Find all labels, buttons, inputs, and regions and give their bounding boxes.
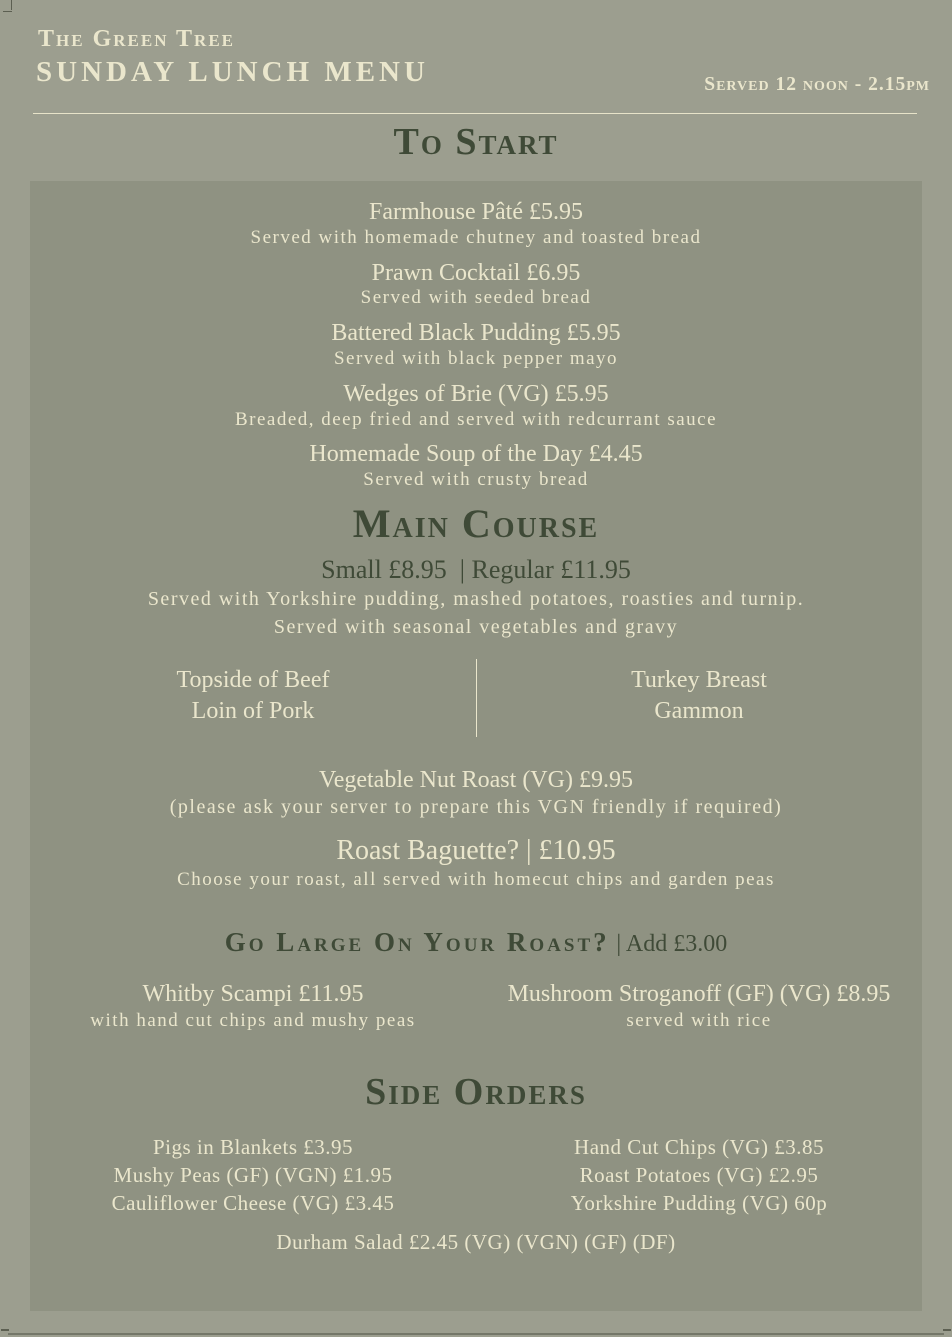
- starter-desc: Served with seeded bread: [360, 287, 592, 309]
- roast-option: Gammon: [654, 698, 744, 725]
- roast-option: Turkey Breast: [631, 667, 767, 694]
- main-course-note-1: Served with Yorkshire pudding, mashed potatoes, roasties and turnip.: [147, 588, 805, 611]
- roast-baguette-desc: Choose your roast, all served with homecut chips and garden peas: [177, 868, 775, 890]
- go-large-price: | Add £3.00: [616, 930, 728, 957]
- roast-option: Loin of Pork: [191, 698, 315, 725]
- starter-name: Battered Black Pudding £5.95: [331, 320, 621, 347]
- roast-option: Topside of Beef: [176, 667, 330, 694]
- starter-item: [30, 259, 922, 311]
- go-large-offer: [30, 926, 922, 959]
- crop-mark-top-left: [11, 0, 12, 10]
- side-order-item: Cauliflower Cheese (VG) £3.45: [111, 1191, 395, 1216]
- header-divider: [33, 113, 917, 114]
- side-order-footer-item: Durham Salad £2.45 (VG) (VGN) (GF) (DF): [276, 1229, 676, 1254]
- roast-column-left: [30, 665, 476, 727]
- starter-desc: Served with homemade chutney and toasted bread: [250, 226, 702, 248]
- starter-name: Wedges of Brie (VG) £5.95: [343, 380, 609, 407]
- go-large-heading: Go Large On Your Roast?: [224, 926, 610, 957]
- dish-desc: served with rice: [626, 1010, 772, 1032]
- section-heading-to-start: To Start: [393, 121, 559, 163]
- roast-baguette-item: [30, 834, 922, 892]
- bottom-edge-line: [8, 1333, 944, 1335]
- side-order-item: Roast Potatoes (VG) £2.95: [579, 1163, 819, 1188]
- main-course-sizes: Small £8.95 | Regular £11.95: [321, 554, 631, 584]
- roast-column-divider: [476, 659, 477, 737]
- side-orders-right: [476, 1133, 922, 1218]
- nut-roast-item: [30, 766, 922, 821]
- alternative-main-item: [30, 979, 476, 1034]
- starter-name: Homemade Soup of the Day £4.45: [309, 441, 643, 468]
- section-heading-side-orders: Side Orders: [365, 1071, 587, 1114]
- starter-desc: Served with black pepper mayo: [333, 347, 619, 369]
- starter-name: Prawn Cocktail £6.95: [371, 259, 581, 286]
- alternative-mains: [30, 979, 922, 1034]
- starter-item: [30, 380, 922, 432]
- crop-mark-bottom-left: [1, 1329, 9, 1331]
- side-order-item: Pigs in Blankets £3.95: [152, 1134, 353, 1159]
- roast-options: [30, 665, 922, 727]
- starter-name: Farmhouse Pâté £5.95: [369, 199, 583, 225]
- roast-baguette-name: Roast Baguette? | £10.95: [336, 835, 616, 867]
- nut-roast-name: Vegetable Nut Roast (VG) £9.95: [319, 766, 633, 793]
- dish-desc: with hand cut chips and mushy peas: [90, 1010, 416, 1032]
- side-order-item: Mushy Peas (GF) (VGN) £1.95: [113, 1163, 393, 1188]
- alternative-main-item: [476, 979, 922, 1034]
- crop-mark-top-left-tick: [3, 11, 12, 12]
- dish-name: Whitby Scampi £11.95: [142, 981, 364, 1008]
- dish-name: Mushroom Stroganoff (GF) (VG) £8.95: [507, 981, 891, 1008]
- side-orders-list: [30, 1133, 922, 1218]
- starter-item: [30, 319, 922, 371]
- restaurant-name: The Green Tree: [38, 26, 235, 52]
- side-order-item: Hand Cut Chips (VG) £3.85: [574, 1134, 824, 1159]
- crop-mark-bottom-right: [943, 1329, 951, 1331]
- side-order-item: Yorkshire Pudding (VG) 60p: [570, 1191, 828, 1216]
- starter-desc: Served with crusty bread: [363, 469, 589, 491]
- serving-times: Served 12 noon - 2.15pm: [704, 74, 930, 95]
- nut-roast-desc: (please ask your server to prepare this VGN friendly if required): [169, 796, 783, 819]
- starter-item: [30, 198, 922, 250]
- roast-column-right: [476, 665, 922, 727]
- section-heading-main-course: Main Course: [352, 500, 600, 546]
- menu-title: SUNDAY LUNCH MENU: [36, 56, 429, 88]
- menu-panel: [30, 181, 922, 1311]
- main-course-note-2: Served with seasonal vegetables and gravy: [273, 616, 679, 639]
- starter-item: [30, 440, 922, 492]
- side-orders-left: [30, 1133, 476, 1218]
- starter-desc: Breaded, deep fried and served with redcurrant sauce: [234, 408, 718, 430]
